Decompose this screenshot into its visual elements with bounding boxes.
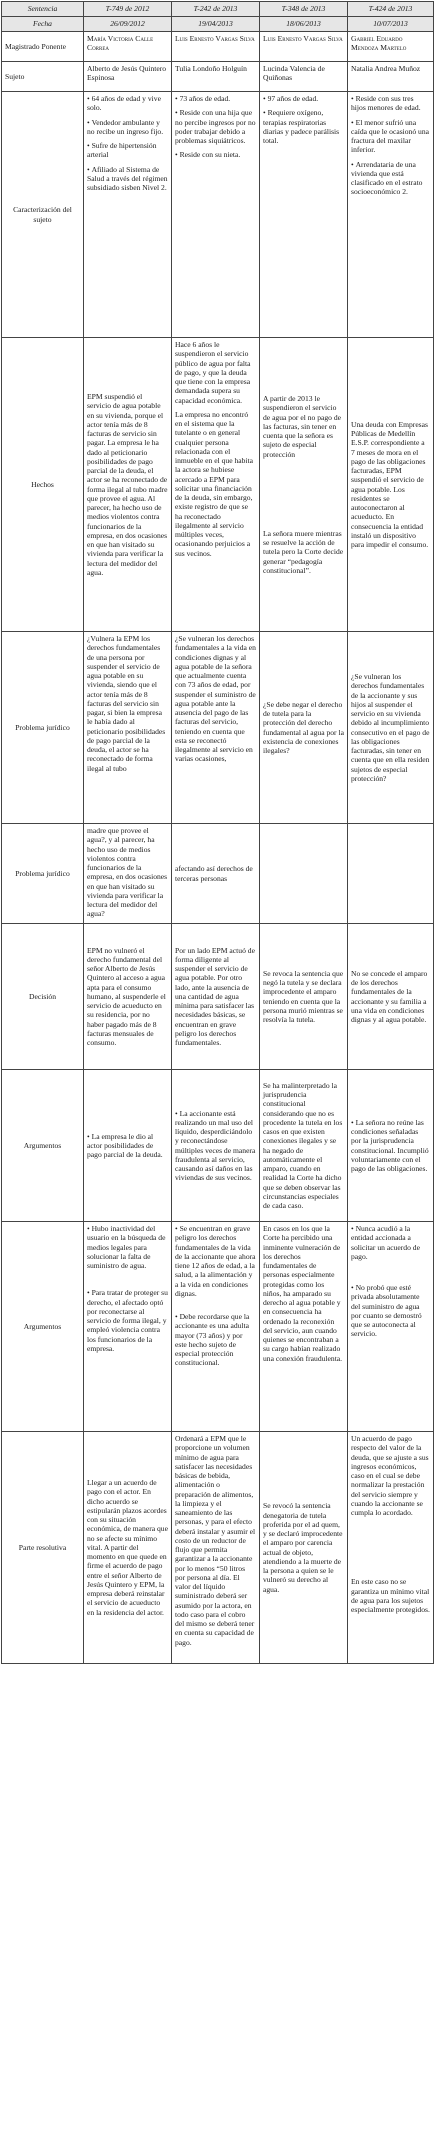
resolutiva-col-2: Ordenará a EPM que le proporcione un volumen mínimo de agua para satisfacer las necesidades básicas de bebida, alimentación o preparación de alimentos, la limpieza y el saneamiento de las personas, y para el efecto deberá instalar y asumir el costo de un reductor de flujo que permita garantizar a la accionante por lo menos “50 litros por persona al día. El valor del líquido suministrado deberá ser asumido por la actora, en todo caso para el cobro del mismo se deberá tener en cuenta su capacidad de pago. [172,1432,260,1664]
hechos-col-2 [172,338,260,632]
magistrado-col-4: Gabriel Eduardo Mendoza Martelo [348,32,434,62]
argumentos2-col-2 [172,1222,260,1432]
problema-col-1: ¿Vulnera la EPM los derechos fundamentales de una persona por suspender el servicio de agua potable en su vivienda, siendo que el actor tenía más de 8 facturas del servicio sin pagar, si bien la empresa le había dado al peticionario posibilidades de pago parcial de la deuda, el actor se ha reconectado de forma ilegal al tubo [84,632,172,824]
caracterizacion-col-2 [172,92,260,338]
magistrado-col-3: Luis Ernesto Vargas Silva [260,32,348,62]
hechos-label: Hechos [2,338,84,632]
sujeto-col-1: Alberto de Jesús Quintero Espinosa [84,62,172,92]
header-col-2: T-242 de 2013 [172,2,260,17]
problema-row [2,632,434,824]
resolutiva-col-1: Llegar a un acuerdo de pago con el actor. En dicho acuerdo se estipularán plazos acordes con su situación económica, de manera que no se afecte su mínimo vital. A partir del momento en que quede en firme el acuerdo de pago entre el señor Alberto de Jesús Quintero y EPM, la empresa deberá reinstalar el servicio de acueducto en la residencia del actor. [84,1432,172,1664]
decision-label: Decisión [2,924,84,1070]
sujeto-col-2: Tulia Londoño Holguín [172,62,260,92]
list-item: • Reside con una hija que no percibe ingresos por no poder trabajar debido a problemas siquiátricos. [175,108,256,145]
list-item: • Arrendataria de una vivienda que está clasificado en el estrato socioeconómico 2. [351,160,430,197]
magistrado-col-1: María Victoria Calle Correa [84,32,172,62]
hechos-col-4: Una deuda con Empresas Públicas de Medellín E.S.P. correspondiente a 7 meses de mora en el pago de las obligaciones facturadas, EPM suspendió el servicio de agua potable. Los residentes se autoconectaron al acueducto. En consecuencia la entidad instaló un dispositivo para impedir el consumo. [348,338,434,632]
argumentos2-col-4 [348,1222,434,1432]
problema-label: Problema jurídico [2,632,84,824]
argumentos2-col-1 [84,1222,172,1432]
decision-col-2: Por un lado EPM actuó de forma diligente al suspender el servicio de agua potable. Por otro lado, ante la ausencia de una cantidad de agua mínima para satisfacer las necesidades básicas, se encuentran en grave peligro los derechos fundamentales. [172,924,260,1070]
list-item: • Reside con su nieta. [175,150,256,159]
list-item: • 73 años de edad. [175,94,256,103]
list-item: • La accionante está realizando un mal uso del líquido, desperdiciándolo y reconectándose múltiples veces de manera fraudulenta al servicio, causando así daños en las viviendas de sus vecinos. [175,1109,256,1183]
sujeto-col-4: Natalia Andrea Muñoz [348,62,434,92]
list-item: • 97 años de edad. [263,94,344,103]
header-col-1: T-749 de 2012 [84,2,172,17]
paragraph: Un acuerdo de pago respecto del valor de la deuda, que se ajuste a sus ingresos económicos, caso en el cual se debe normalizar la prestación del servicio siempre y cuando la accionante se cumpla lo acordado. [351,1434,429,1517]
argumentos-col-3: Se ha malinterpretado la jurisprudencia constitucional considerando que no es procedente la tutela en los casos en que existen conexiones ilegales y se ha negado de automáticamente el amparo, cuando en realidad la Corte ha dicho que se deben observar las circunstancias especiales de cada caso. [260,1070,348,1222]
list-item: • Sufre de hipertensión arterial [87,141,168,160]
problema2-label: Problema jurídico [2,824,84,924]
fecha-col-2: 19/04/2013 [172,17,260,32]
argumentos2-row [2,1222,434,1432]
sujeto-label: Sujeto [2,62,84,92]
caracterizacion-col-1 [84,92,172,338]
argumentos-label: Argumentos [2,1070,84,1222]
fecha-col-4: 10/07/2013 [348,17,434,32]
problema-col-2: ¿Se vulneran los derechos fundamentales a la vida en condiciones dignas y al agua potable de la señora que actualmente cuenta con 73 años de edad, por suspender el suministro de agua potable ante la ausencia del pago de las facturas del servicio, teniendo en cuenta que esta se reconectó ilegalmente al servicio en varias ocasiones, [172,632,260,824]
list-item: • Requiere oxígeno, terapias respiratorias diarias y padece parálisis total. [263,108,344,145]
header-label: Sentencia [2,2,84,17]
hechos-col-1: EPM suspendió el servicio de agua potable en su vivienda, porque el actor tenía más de 8 facturas de servicio sin pagar. La empresa le ha dado al peticionario posibilidades de pago parcial de la deuda, el actor se ha reconectado de forma ilegal al tubo madre que provee el agua. Al parecer, ha hecho uso de medios violentos contra funcionarios de la empresa, en dos ocasiones en que han visitado su vivienda para verificar la lectura del medidor del agua. [84,338,172,632]
list-item: • Nunca acudió a la entidad accionada a solicitar un acuerdo de pago. [351,1224,430,1261]
list-item: • Afiliado al Sistema de Salud a través del régimen subsidiado sisben Nivel 2. [87,165,168,193]
argumentos-col-4 [348,1070,434,1222]
list-item: • Para tratar de proteger su derecho, el afectado optó por reconectarse al servicio de forma ilegal, y empleó violencia contra los funcionarios de la empresa. [87,1288,168,1353]
argumentos2-col-3: En casos en los que la Corte ha percibido una inminente vulneración de los derechos fundamentales de personas especialmente protegidas como los niños, ha amparado su derecho al agua potable y en consecuencia ha ordenado la reconexión del servicio, aun cuando quienes se encontraban a su cargo habían realizado una conexión fraudulenta. [260,1222,348,1432]
page [1,1,433,1664]
header-col-4: T-424 de 2013 [348,2,434,17]
fecha-col-1: 26/09/2012 [84,17,172,32]
caracterizacion-col-3 [260,92,348,338]
resolutiva-col-4 [348,1432,434,1664]
problema2-col-4 [348,824,434,924]
list-item: • La señora no reúne las condiciones señaladas por la jurisprudencia constitucional. Incumplió voluntariamente con el pago de las obligaciones. [351,1118,430,1174]
problema-col-3: ¿Se debe negar el derecho de tutela para la protección del derecho fundamental al agua por la existencia de conexiones ilegales? [260,632,348,824]
caracterizacion-label: Caracterización del sujeto [2,92,84,338]
argumentos-col-2 [172,1070,260,1222]
list-item: • Vendedor ambulante y no recibe un ingreso fijo. [87,118,168,137]
list-item: • No probó que esté privada absolutamente del suministro de agua por cuanto se demostró que se autoconecta al servicio. [351,1283,430,1339]
caracterizacion-row [2,92,434,338]
list-item: • Se encuentran en grave peligro los derechos fundamentales de la vida de la accionante que ahora tiene 12 años de edad, a la salud, a la alimentación y a la vida en condiciones dignas. [175,1224,256,1298]
magistrado-row [2,32,434,62]
header-row [2,2,434,17]
list-item: • La empresa le dio al actor posibilidades de pago parcial de la deuda. [87,1132,168,1160]
paragraph: En este caso no se garantiza un mínimo vital de agua para los sujetos especialmente protegidos. [351,1577,430,1614]
hechos-row [2,338,434,632]
jurisprudence-table [1,1,434,1664]
header-col-3: T-348 de 2013 [260,2,348,17]
resolutiva-col-3: Se revocó la sentencia denegatoria de tutela proferida por el ad quem, y se declaró improcedente el amparo por carencia actual de objeto, atendiendo a la muerte de la persona a quien se le vulneró su derecho al agua. [260,1432,348,1664]
sujeto-row [2,62,434,92]
magistrado-label: Magistrado Ponente [2,32,84,62]
fecha-row [2,17,434,32]
argumentos2-label: Argumentos [2,1222,84,1432]
caracterizacion-col-4 [348,92,434,338]
sujeto-col-3: Lucinda Valencia de Quiñonas [260,62,348,92]
resolutiva-row [2,1432,434,1664]
list-item: • Hubo inactividad del usuario en la búsqueda de medios legales para solucionar la falta de suministro de agua. [87,1224,168,1270]
paragraph: La señora muere mientras se resuelve la acción de tutela pero la Corte decide generar “pedagogía constitucional”. [263,528,344,575]
problema2-row [2,824,434,924]
decision-col-1: EPM no vulneró el derecho fundamental del señor Alberto de Jesús Quintero al acceso a agua apta para el consumo humano, al suspenderle el servicio de acueducto en su residencia, por no haber pagado más de 8 facturas mensuales de consumo. [84,924,172,1070]
argumentos-row [2,1070,434,1222]
hechos-col-3 [260,338,348,632]
decision-row [2,924,434,1070]
paragraph: Hace 6 años le suspendieron el servicio público de agua por falta de pago, y que la deuda que tiene con la empresa demandada supera su capacidad económica. [175,340,251,405]
list-item: • Reside con sus tres hijos menores de edad. [351,94,430,113]
resolutiva-label: Parte resolutiva [2,1432,84,1664]
argumentos-col-1 [84,1070,172,1222]
decision-col-3: Se revoca la sentencia que negó la tutela y se declara improcedente el amparo teniendo en cuenta que la persona murió mientras se resolvía la tutela. [260,924,348,1070]
problema2-col-1: madre que provee el agua?, y al parecer, ha hecho uso de medios violentos contra funcionarios de la empresa, en dos ocasiones en que han visitado su vivienda para verificar la lectura del medidor del agua? [84,824,172,924]
list-item: • El menor sufrió una caída que le ocasionó una fractura del maxilar inferior. [351,118,430,155]
fecha-col-3: 18/06/2013 [260,17,348,32]
problema2-col-3 [260,824,348,924]
list-item: • 64 años de edad y vive solo. [87,94,168,113]
problema-col-4: ¿Se vulneran los derechos fundamentales de la accionante y sus hijos al suspender el servicio en su vivienda debido al incumplimiento consecutivo en el pago de las obligaciones facturadas, sin tener en cuenta que en ella residen sujetos de especial protección? [348,632,434,824]
list-item: • Debe recordarse que la accionante es una adulta mayor (73 años) y por este hecho sujeto de especial protección constitucional. [175,1312,256,1368]
paragraph: A partir de 2013 le suspendieron el servicio de agua por el no pago de las facturas, sin tener en cuenta que la señora es sujeto de especial protección [263,394,342,459]
magistrado-col-2: Luis Ernesto Vargas Silva [172,32,260,62]
paragraph: La empresa no encontró en el sistema que la tutelante o en general cualquier persona relacionada con el inmueble en el que habita la actora se hubiese acercado a EPM para solicitar una financiación de la deuda, sin embargo, existe registro de que se ha reconectado ilegalmente al servicio múltiples veces, ocasionando perjuicios a sus vecinos. [175,409,254,558]
problema2-col-2: afectando así derechos de terceras personas [172,824,260,924]
fecha-label: Fecha [2,17,84,32]
decision-col-4: No se concede el amparo de los derechos fundamentales de la accionante y su familia a una vida en condiciones dignas y al agua potable. [348,924,434,1070]
